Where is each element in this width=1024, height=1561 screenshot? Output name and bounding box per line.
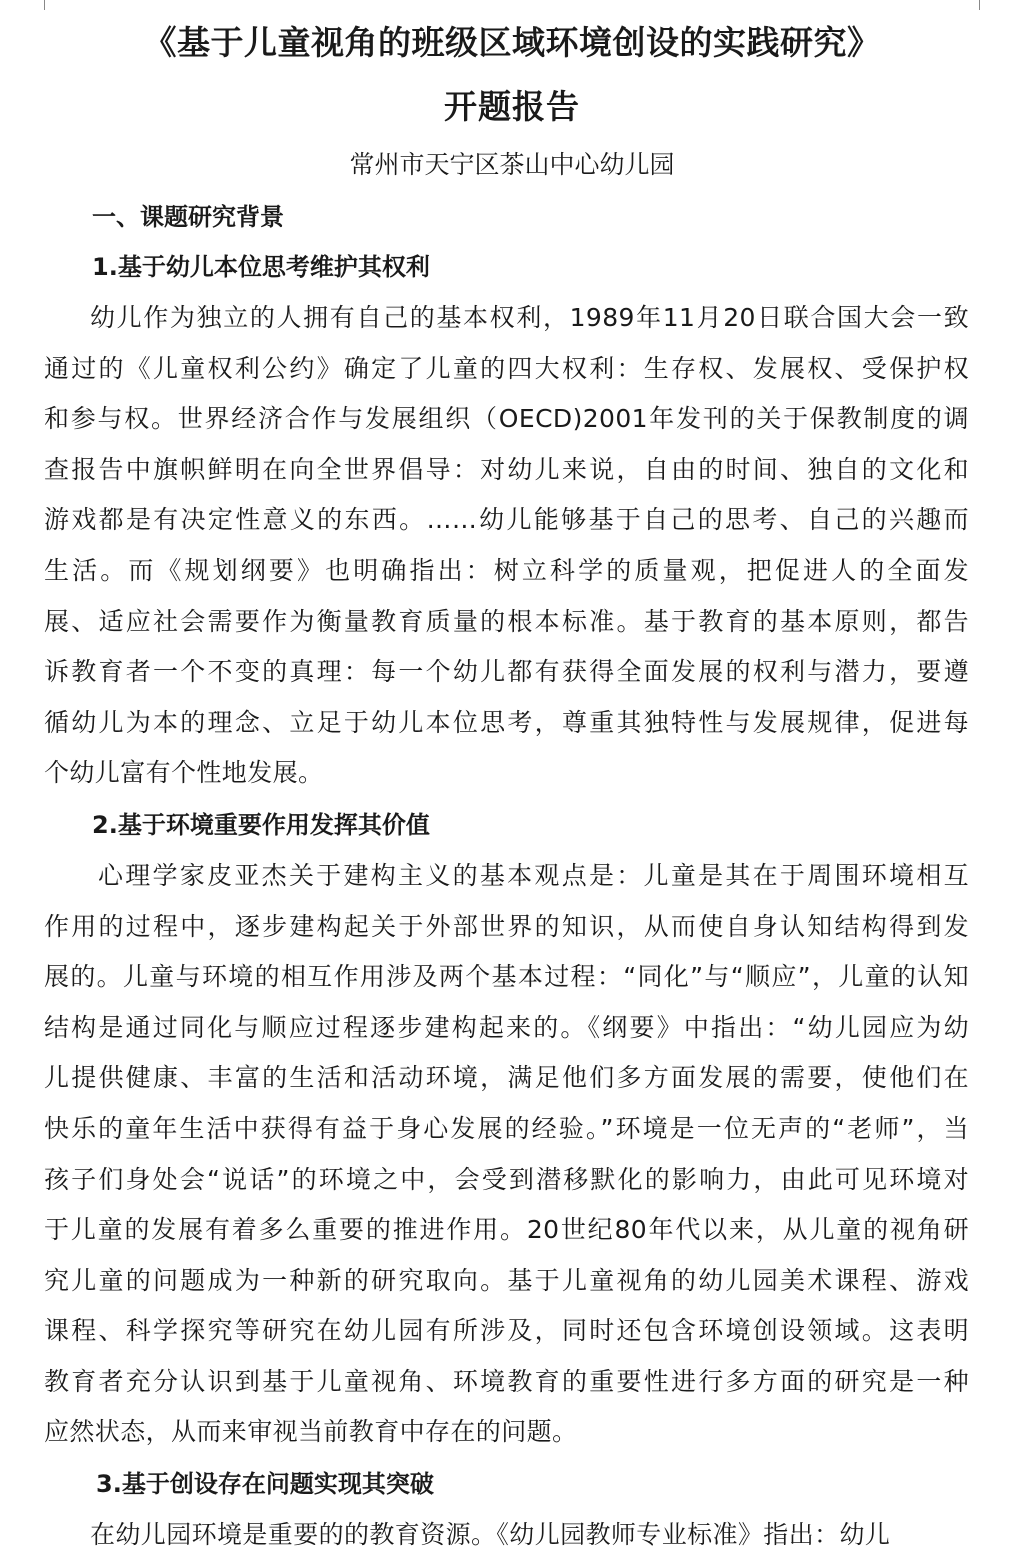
text-line: 和参与权。世界经济合作与发展组织（OECD)2001年发刊的关于保教制度的调	[44, 404, 969, 434]
text-line: 游戏都是有决定性意义的东西。……幼儿能够基于自己的思考、自己的兴趣而	[44, 505, 969, 535]
paragraph-1	[44, 293, 984, 799]
school-name: 常州市天宁区茶山中心幼儿园	[349, 150, 675, 179]
text-line: 应然状态，从而来审视当前教育中存在的问题。	[44, 1417, 578, 1447]
text-line: 快乐的童年生活中获得有益于身心发展的经验。”环境是一位无声的“老师”，当	[44, 1113, 969, 1143]
text-line: 诉教育者一个不变的真理：每一个幼儿都有获得全面发展的权利与潜力，要遵	[44, 657, 969, 687]
subsection-heading-3: 3.基于创设存在问题实现其突破	[96, 1470, 434, 1499]
text-line: 个幼儿富有个性地发展。	[44, 758, 324, 788]
text-line: 通过的《儿童权利公约》确定了儿童的四大权利：生存权、发展权、受保护权	[44, 353, 969, 383]
text-line: 作用的过程中，逐步建构起关于外部世界的知识，从而使自身认知结构得到发	[44, 911, 969, 941]
text-line: 幼儿作为独立的人拥有自己的基本权利，1989年11月20日联合国大会一致	[90, 303, 969, 332]
text-line: 循幼儿为本的理念、立足于幼儿本位思考，尊重其独特性与发展规律，促进每	[44, 707, 969, 737]
text-line: 展、适应社会需要作为衡量教育质量的根本标准。基于教育的基本原则，都告	[44, 606, 969, 636]
crop-mark-left	[34, 0, 45, 10]
text-line: 生活。而《规划纲要》也明确指出：树立科学的质量观，把促进人的全面发	[44, 555, 969, 585]
section-heading: 一、课题研究背景	[92, 203, 284, 231]
text-line: 究儿童的问题成为一种新的研究取向。基于儿童视角的幼儿园美术课程、游戏	[44, 1265, 969, 1295]
crop-mark-right	[979, 0, 990, 10]
text-line: 在幼儿园环境是重要的的教育资源。《幼儿园教师专业标准》指出：幼儿	[90, 1520, 891, 1550]
text-line: 课程、科学探究等研究在幼儿园有所涉及，同时还包含环境创设领域。这表明	[44, 1316, 969, 1346]
text-line: 心理学家皮亚杰关于建构主义的基本观点是：儿童是其在于周围环境相互	[98, 860, 969, 890]
document-subtitle: 开题报告	[444, 87, 580, 126]
paragraph-3	[44, 1510, 984, 1561]
document-body	[44, 193, 984, 1561]
paragraph-2	[44, 851, 984, 1458]
text-line: 教育者充分认识到基于儿童视角、环境教育的重要性进行多方面的研究是一种	[44, 1366, 969, 1396]
text-line: 儿提供健康、丰富的生活和活动环境，满足他们多方面发展的需要，使他们在	[44, 1063, 969, 1093]
document-title: 《基于儿童视角的班级区域环境创设的实践研究》	[143, 23, 881, 62]
text-line: 孩子们身处会“说话”的环境之中，会受到潜移默化的影响力，由此可见环境对	[44, 1164, 969, 1194]
subsection-heading-1: 1.基于幼儿本位思考维护其权利	[92, 253, 430, 281]
text-line: 结构是通过同化与顺应过程逐步建构起来的。《纲要》中指出：“幼儿园应为幼	[44, 1012, 969, 1042]
text-line: 展的。儿童与环境的相互作用涉及两个基本过程：“同化”与“顺应”，儿童的认知	[44, 962, 969, 992]
subsection-heading-2: 2.基于环境重要作用发挥其价值	[92, 810, 430, 839]
text-line: 于儿童的发展有着多么重要的推进作用。20世纪80年代以来，从儿童的视角研	[44, 1215, 969, 1245]
text-line: 查报告中旗帜鲜明在向全世界倡导：对幼儿来说，自由的时间、独自的文化和	[44, 454, 969, 484]
